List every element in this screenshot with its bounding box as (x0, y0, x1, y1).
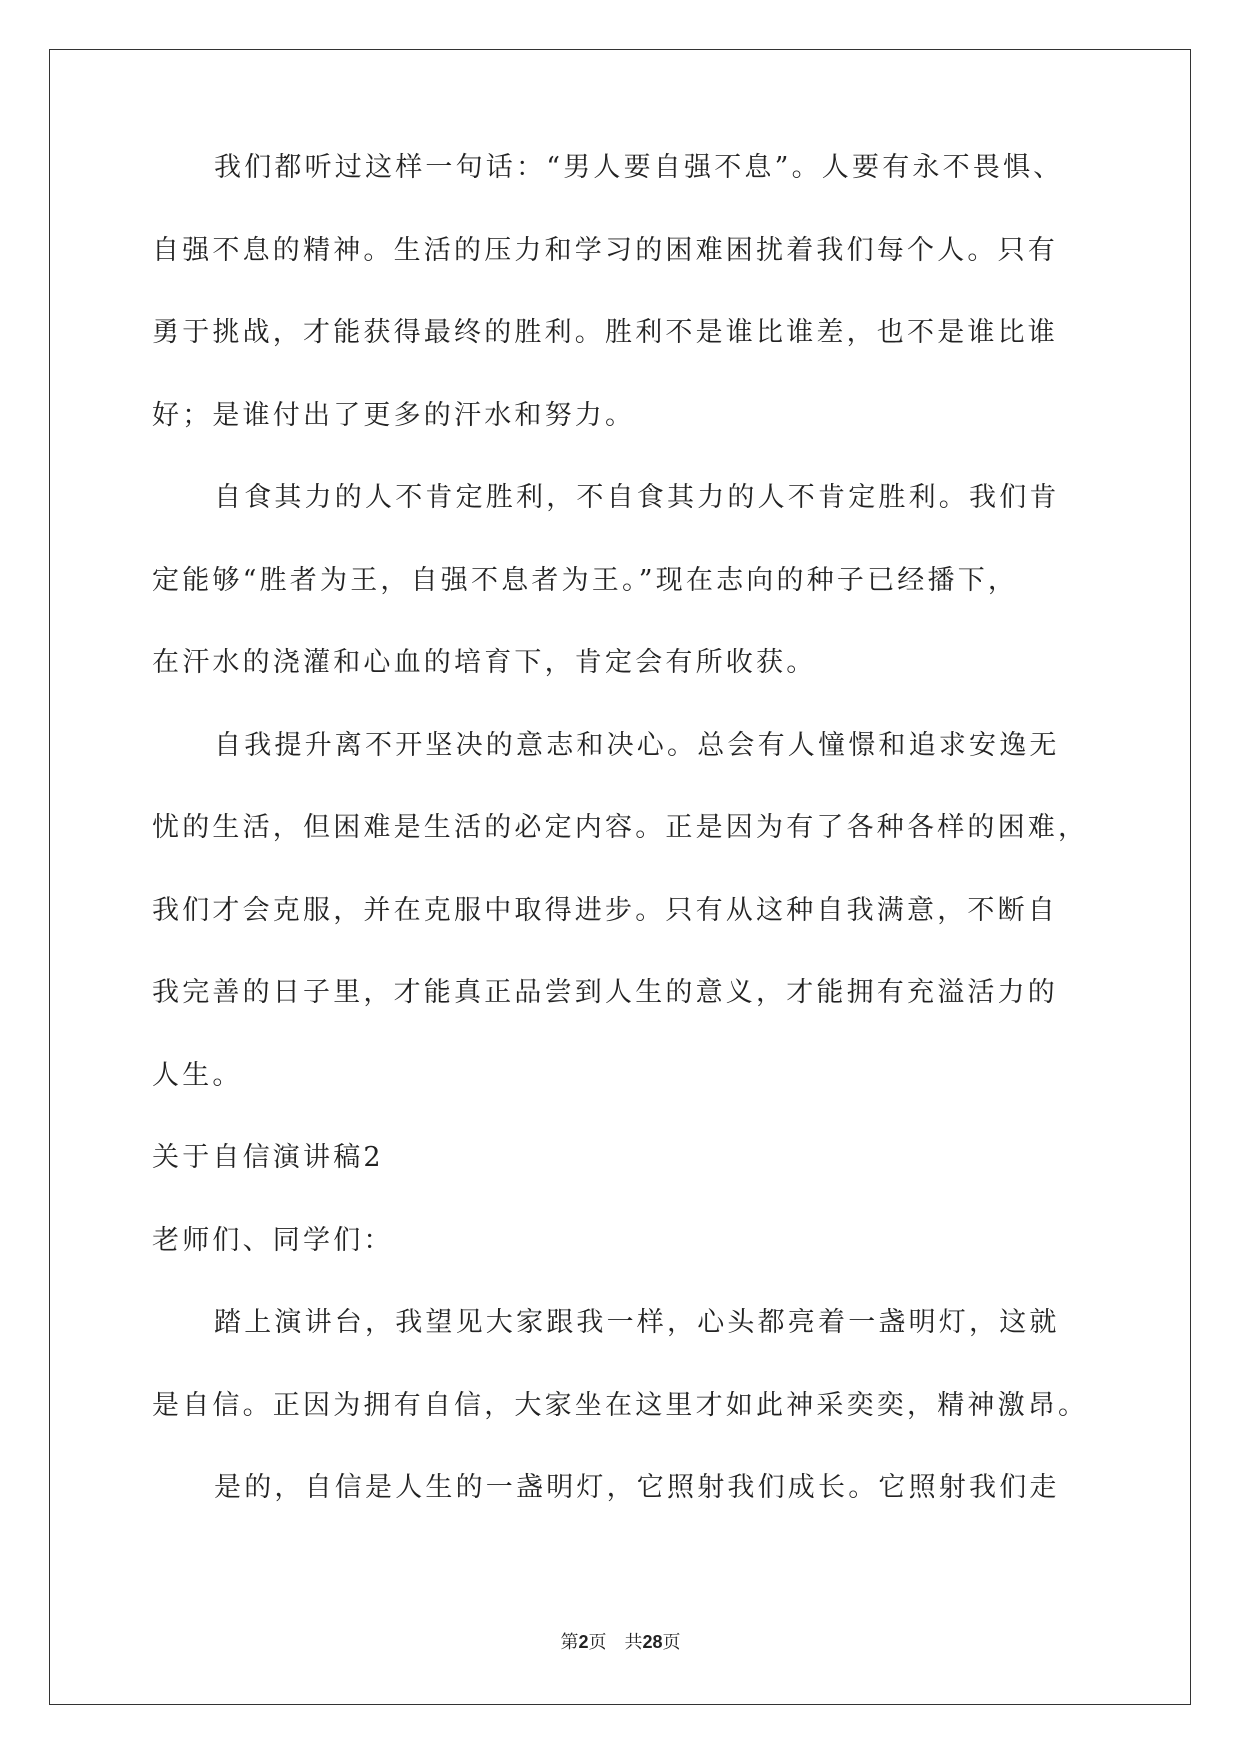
text-line: 是自信。正因为拥有自信，大家坐在这里才如此神采奕奕，精神激昂。 (152, 1389, 1089, 1421)
document-body (152, 150, 1092, 1553)
text-line: 是的，自信是人生的一盏明灯，它照射我们成长。它照射我们走 (214, 1472, 1060, 1503)
current-page-number: 2 (578, 1632, 589, 1652)
text-line: 我们都听过这样一句话：“男人要自强不息”。人要有永不畏惧、 (214, 152, 1064, 183)
text-line: 自食其力的人不肯定胜利，不自食其力的人不肯定胜利。我们肯 (214, 482, 1060, 513)
text-line: 在汗水的浇灌和心血的培育下，肯定会有所收获。 (152, 647, 817, 678)
text-line: 定能够“胜者为王，自强不息者为王。”现在志向的种子已经播下， (152, 564, 1019, 596)
text-line: 我们才会克服，并在克服中取得进步。只有从这种自我满意，不断自 (152, 894, 1058, 926)
text-line: 忧的生活，但困难是生活的必定内容。正是因为有了各种各样的困难， (152, 812, 1089, 843)
footer-total-suffix: 页 (662, 1632, 681, 1653)
page-footer (0, 1631, 1241, 1654)
text-line: 踏上演讲台，我望见大家跟我一样，心头都亮着一盏明灯，这就 (214, 1307, 1060, 1338)
section-heading: 关于自信演讲稿2 (152, 1142, 384, 1173)
text-line: 勇于挑战，才能获得最终的胜利。胜利不是谁比谁差，也不是谁比谁 (152, 317, 1058, 348)
text-line: 好；是谁付出了更多的汗水和努力。 (152, 399, 636, 431)
text-line: 人生。 (152, 1059, 243, 1091)
text-line: 自强不息的精神。生活的压力和学习的困难困扰着我们每个人。只有 (152, 234, 1058, 266)
text-line: 我完善的日子里，才能真正品尝到人生的意义，才能拥有充溢活力的 (152, 977, 1058, 1008)
footer-page-suffix: 页 (588, 1632, 607, 1653)
footer-prefix: 第 (560, 1632, 579, 1653)
footer-total-prefix: 共 (624, 1632, 643, 1653)
salutation: 老师们、同学们： (152, 1224, 394, 1256)
text-line: 自我提升离不开坚决的意志和决心。总会有人憧憬和追求安逸无 (214, 729, 1060, 761)
total-page-count: 28 (642, 1632, 663, 1652)
